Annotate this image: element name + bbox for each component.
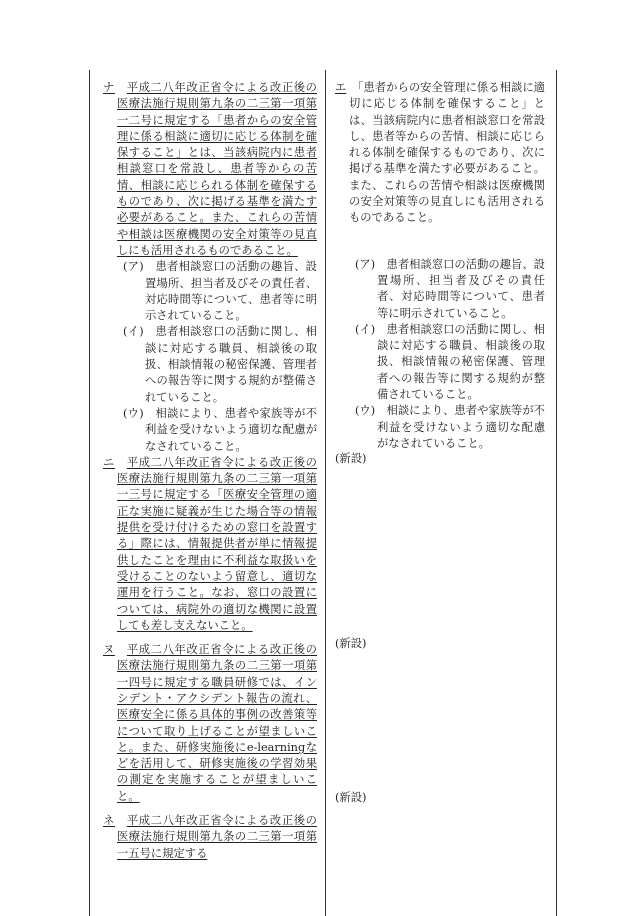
item-e [335,80,545,227]
item-na-a-mark: (ア) [123,260,144,274]
item-ni-mark: ニ [103,455,115,469]
comparison-table [89,70,557,916]
item-e-a-mark: (ア) [355,257,376,271]
new-label-ne: (新設) [335,791,367,804]
item-na-i-mark: (イ) [123,325,144,339]
item-nu-text: 平成二八年改正省令による改正後の医療法施行規則第九条の二三第一項第一四号に規定する職員研修では、インシデント・アクシデント報告の流れ、医療安全に係る具体的事例の改善策等について取り上げることが望ましいこと。また、研修実施後にe-learningなどを活用して、研修実施後の学習効果の測定を実施することが望ましいこと。 [117,643,317,803]
item-na-u [123,406,317,455]
item-ni-text: 平成二八年改正省令による改正後の医療法施行規則第九条の二三第一項第一三号に規定する「医療安全管理の適正な実施に疑義が生じた場合等の情報提供を受け付けるための窓口を設置する」際には、情報提供者が単に情報提供したことを理由に不利益な取扱いを受けることのないよう留意し、適切な運用を行うこと。なお、窓口の設置については、病院外の適切な機関に設置しても差し支えないこと。 [117,455,317,632]
new-label-ni: (新設) [335,452,367,465]
item-na-u-text: 相談により、患者や家族等が不利益を受けないよう適切な配慮がなされていること。 [145,406,317,453]
item-e-a [355,257,545,322]
right-border [556,70,557,916]
left-border [89,70,90,916]
item-e-u [355,403,545,452]
center-divider [325,70,326,916]
item-e-i-text: 患者相談窓口の活動に関し、相談に対応する職員、相談後の取扱、相談情報の秘密保護、管理者への報告等に関する規約が整備されていること。 [377,322,545,402]
item-e-text: 「患者からの安全管理に係る相談に適切に応じる体制を確保すること」とは、当該病院内に患者相談窓口を常設し、患者等からの苦情、相談に応じられる体制を確保するものであり、次に掲げる基準を満たす必要があること。また、これらの苦情や相談は医療機関の安全対策等の見直しにも活用されるものであること。 [349,81,545,225]
new-label-nu: (新設) [335,637,367,650]
item-na-text: 平成二八年改正省令による改正後の医療法施行規則第九条の二三第一項第一二号に規定する「患者からの安全管理に係る相談に適切に応じる体制を確保すること」とは、当該病院内に患者相談窓口を常設し、患者等からの苦情、相談に応じられる体制を確保するものであり、次に掲げる基準を満たす必要があること。また、これらの苦情や相談は医療機関の安全対策等の見直しにも活用されるものであること。 [117,81,317,257]
item-e-i [355,322,545,403]
item-ne-text: 平成二八年改正省令による改正後の医療法施行規則第九条の二三第一項第一五号に規定する [117,814,317,860]
item-na-mark: ナ [103,81,115,94]
item-e-u-text: 相談により、患者や家族等が不利益を受けないよう適切な配慮がなされていること。 [377,404,545,450]
item-e-mark: エ [335,81,347,94]
item-nu [103,642,317,805]
item-na-u-mark: (ウ) [123,406,144,420]
item-ne [103,813,317,862]
item-e-a-text: 患者相談窓口の活動の趣旨、設置場所、担当者及びその責任者、対応時間等について、患者等に明示されていること。 [377,257,545,320]
item-e-i-mark: (イ) [355,322,376,336]
item-na-a-text: 患者相談窓口の活動の趣旨、設置場所、担当者及びその責任者、対応時間等について、患者等に明示されていること。 [145,260,317,323]
item-na-a [123,259,317,324]
item-na-i [123,324,317,405]
item-e-u-mark: (ウ) [355,404,376,418]
item-ni [103,455,317,634]
left-column [103,80,317,862]
item-na-i-text: 患者相談窓口の活動に関し、相談に対応する職員、相談後の取扱、相談情報の秘密保護、管理者への報告等に関する規約が整備されていること。 [145,325,317,404]
right-column [335,80,545,452]
item-na [103,80,317,259]
item-nu-mark: ヌ [103,643,115,657]
item-ne-mark: ネ [103,814,115,828]
